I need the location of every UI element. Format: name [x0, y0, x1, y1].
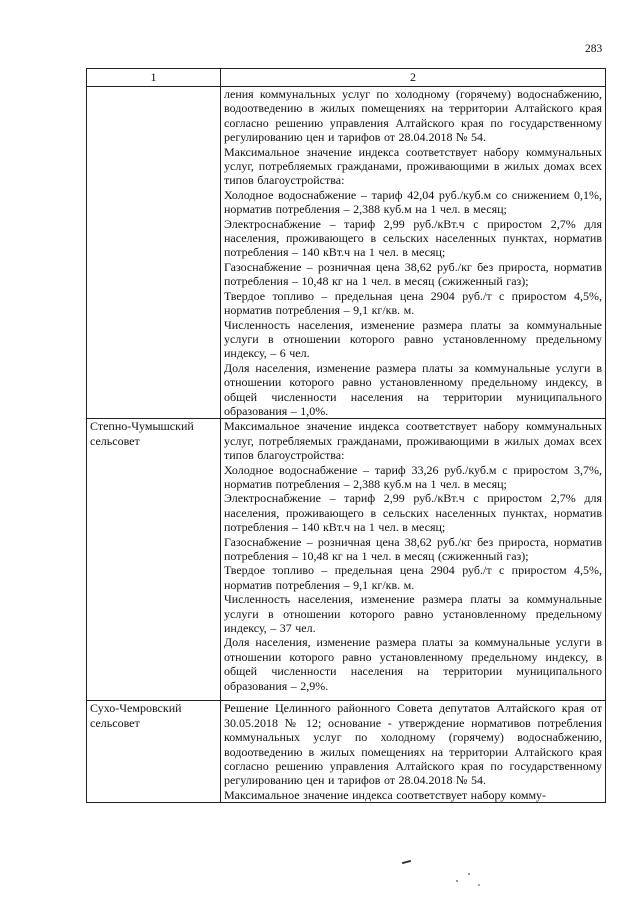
table-row: [87, 87, 606, 419]
scan-speck: [456, 880, 458, 882]
table-row: [87, 701, 606, 803]
paragraph: Электроснабжение – тариф 2,99 руб./кВт.ч с приростом 2,7% для населения, проживающего в сельских населенных пунктах, норматив потребления – 140 кВт.ч на 1 чел. в месяц;: [224, 216, 602, 260]
region-name: [87, 87, 221, 419]
page-number: 283: [585, 43, 603, 55]
paragraph: Максимальное значение индекса соответствует набору комму-: [224, 787, 547, 802]
paragraph: Газоснабжение – розничная цена 38,62 руб./кг без прироста, норматив потребления – 10,48 кг на 1 чел. в месяц (сжиженный газ);: [224, 534, 602, 563]
table-row: [87, 419, 606, 701]
paragraph: ления коммунальных услуг по холодному (горячему) водоснабжению, водоотведению в жилых помещениях на территории Алтайского края согласно решению управления Алтайского края по государственному регулированию цен и тарифов от 28.04.2018 № 54.: [224, 87, 602, 145]
document-table: [86, 68, 606, 803]
paragraph: Решение Целинного районного Совета депутатов Алтайского края от 30.05.2018 № 12; основание - утверждение нормативов потребления коммунальных услуг по холодному (горячему) водоснабжению, водоотведению в жилых помещениях на территории Алтайского края согласно решению управления Алтайского края по государственному регулированию цен и тарифов от 28.04.2018 № 54.: [224, 701, 602, 788]
paragraph: Холодное водоснабжение – тариф 33,26 руб./куб.м с приростом 3,7%, норматив потребления – 2,388 куб.м на 1 чел. в месяц;: [224, 462, 602, 491]
paragraph: Холодное водоснабжение – тариф 42,04 руб./куб.м со снижением 0,1%, норматив потребления – 2,388 куб.м на 1 чел. в месяц;: [224, 187, 602, 217]
paragraph: Доля населения, изменение размера платы за коммунальные услуги в отношении которого равно установленному предельному индексу, в общей численности населения на территории муниципального образования – 1,0%.: [224, 360, 602, 418]
row-description: [221, 87, 606, 419]
row-description: [221, 419, 606, 701]
region-name: Степно-Чумышский сельсовет: [87, 419, 221, 701]
column-header-2: 2: [221, 69, 606, 87]
paragraph: Численность населения, изменение размера платы за коммунальные услуги в отношении которого равно установленному предельному индексу, – 37 чел.: [224, 592, 602, 636]
scan-speck: [468, 873, 470, 875]
paragraph: Твердое топливо – предельная цена 2904 руб./т с приростом 4,5%, норматив потребления – 9,1 кг/кв. м.: [224, 563, 602, 592]
paragraph: Доля населения, изменение размера платы за коммунальные услуги в отношении которого равно установленному предельному индексу, в общей численности населения на территории муниципального образования – 2,9%.: [224, 635, 602, 693]
scan-speck: [478, 884, 480, 886]
scan-speck: [402, 860, 411, 864]
row-description: [221, 701, 606, 803]
table-header-row: [87, 69, 606, 87]
paragraph: Твердое топливо – предельная цена 2904 руб./т с приростом 4,5%, норматив потребления – 9,1 кг/кв. м.: [224, 288, 602, 318]
paragraph: Газоснабжение – розничная цена 38,62 руб./кг без прироста, норматив потребления – 10,48 кг на 1 чел. в месяц (сжиженный газ);: [224, 259, 602, 289]
region-name: Сухо-Чемровский сельсовет: [87, 701, 221, 803]
paragraph: Максимальное значение индекса соответствует набору коммунальных услуг, потребляемых гражданами, проживающими в жилых домах всех типов благоустройства:: [224, 144, 602, 188]
paragraph: Максимальное значение индекса соответствует набору коммунальных услуг, потребляемых гражданами, проживающими в жилых домах всех типов благоустройства:: [224, 419, 602, 463]
column-header-1: 1: [87, 69, 221, 87]
paragraph: Численность населения, изменение размера платы за коммунальные услуги в отношении которого равно установленному предельному индексу, – 6 чел.: [224, 317, 602, 361]
paragraph: Электроснабжение – тариф 2,99 руб./кВт.ч с приростом 2,7% для населения, проживающего в сельских населенных пунктах, норматив потребления – 140 кВт.ч на 1 чел. в месяц;: [224, 491, 602, 535]
